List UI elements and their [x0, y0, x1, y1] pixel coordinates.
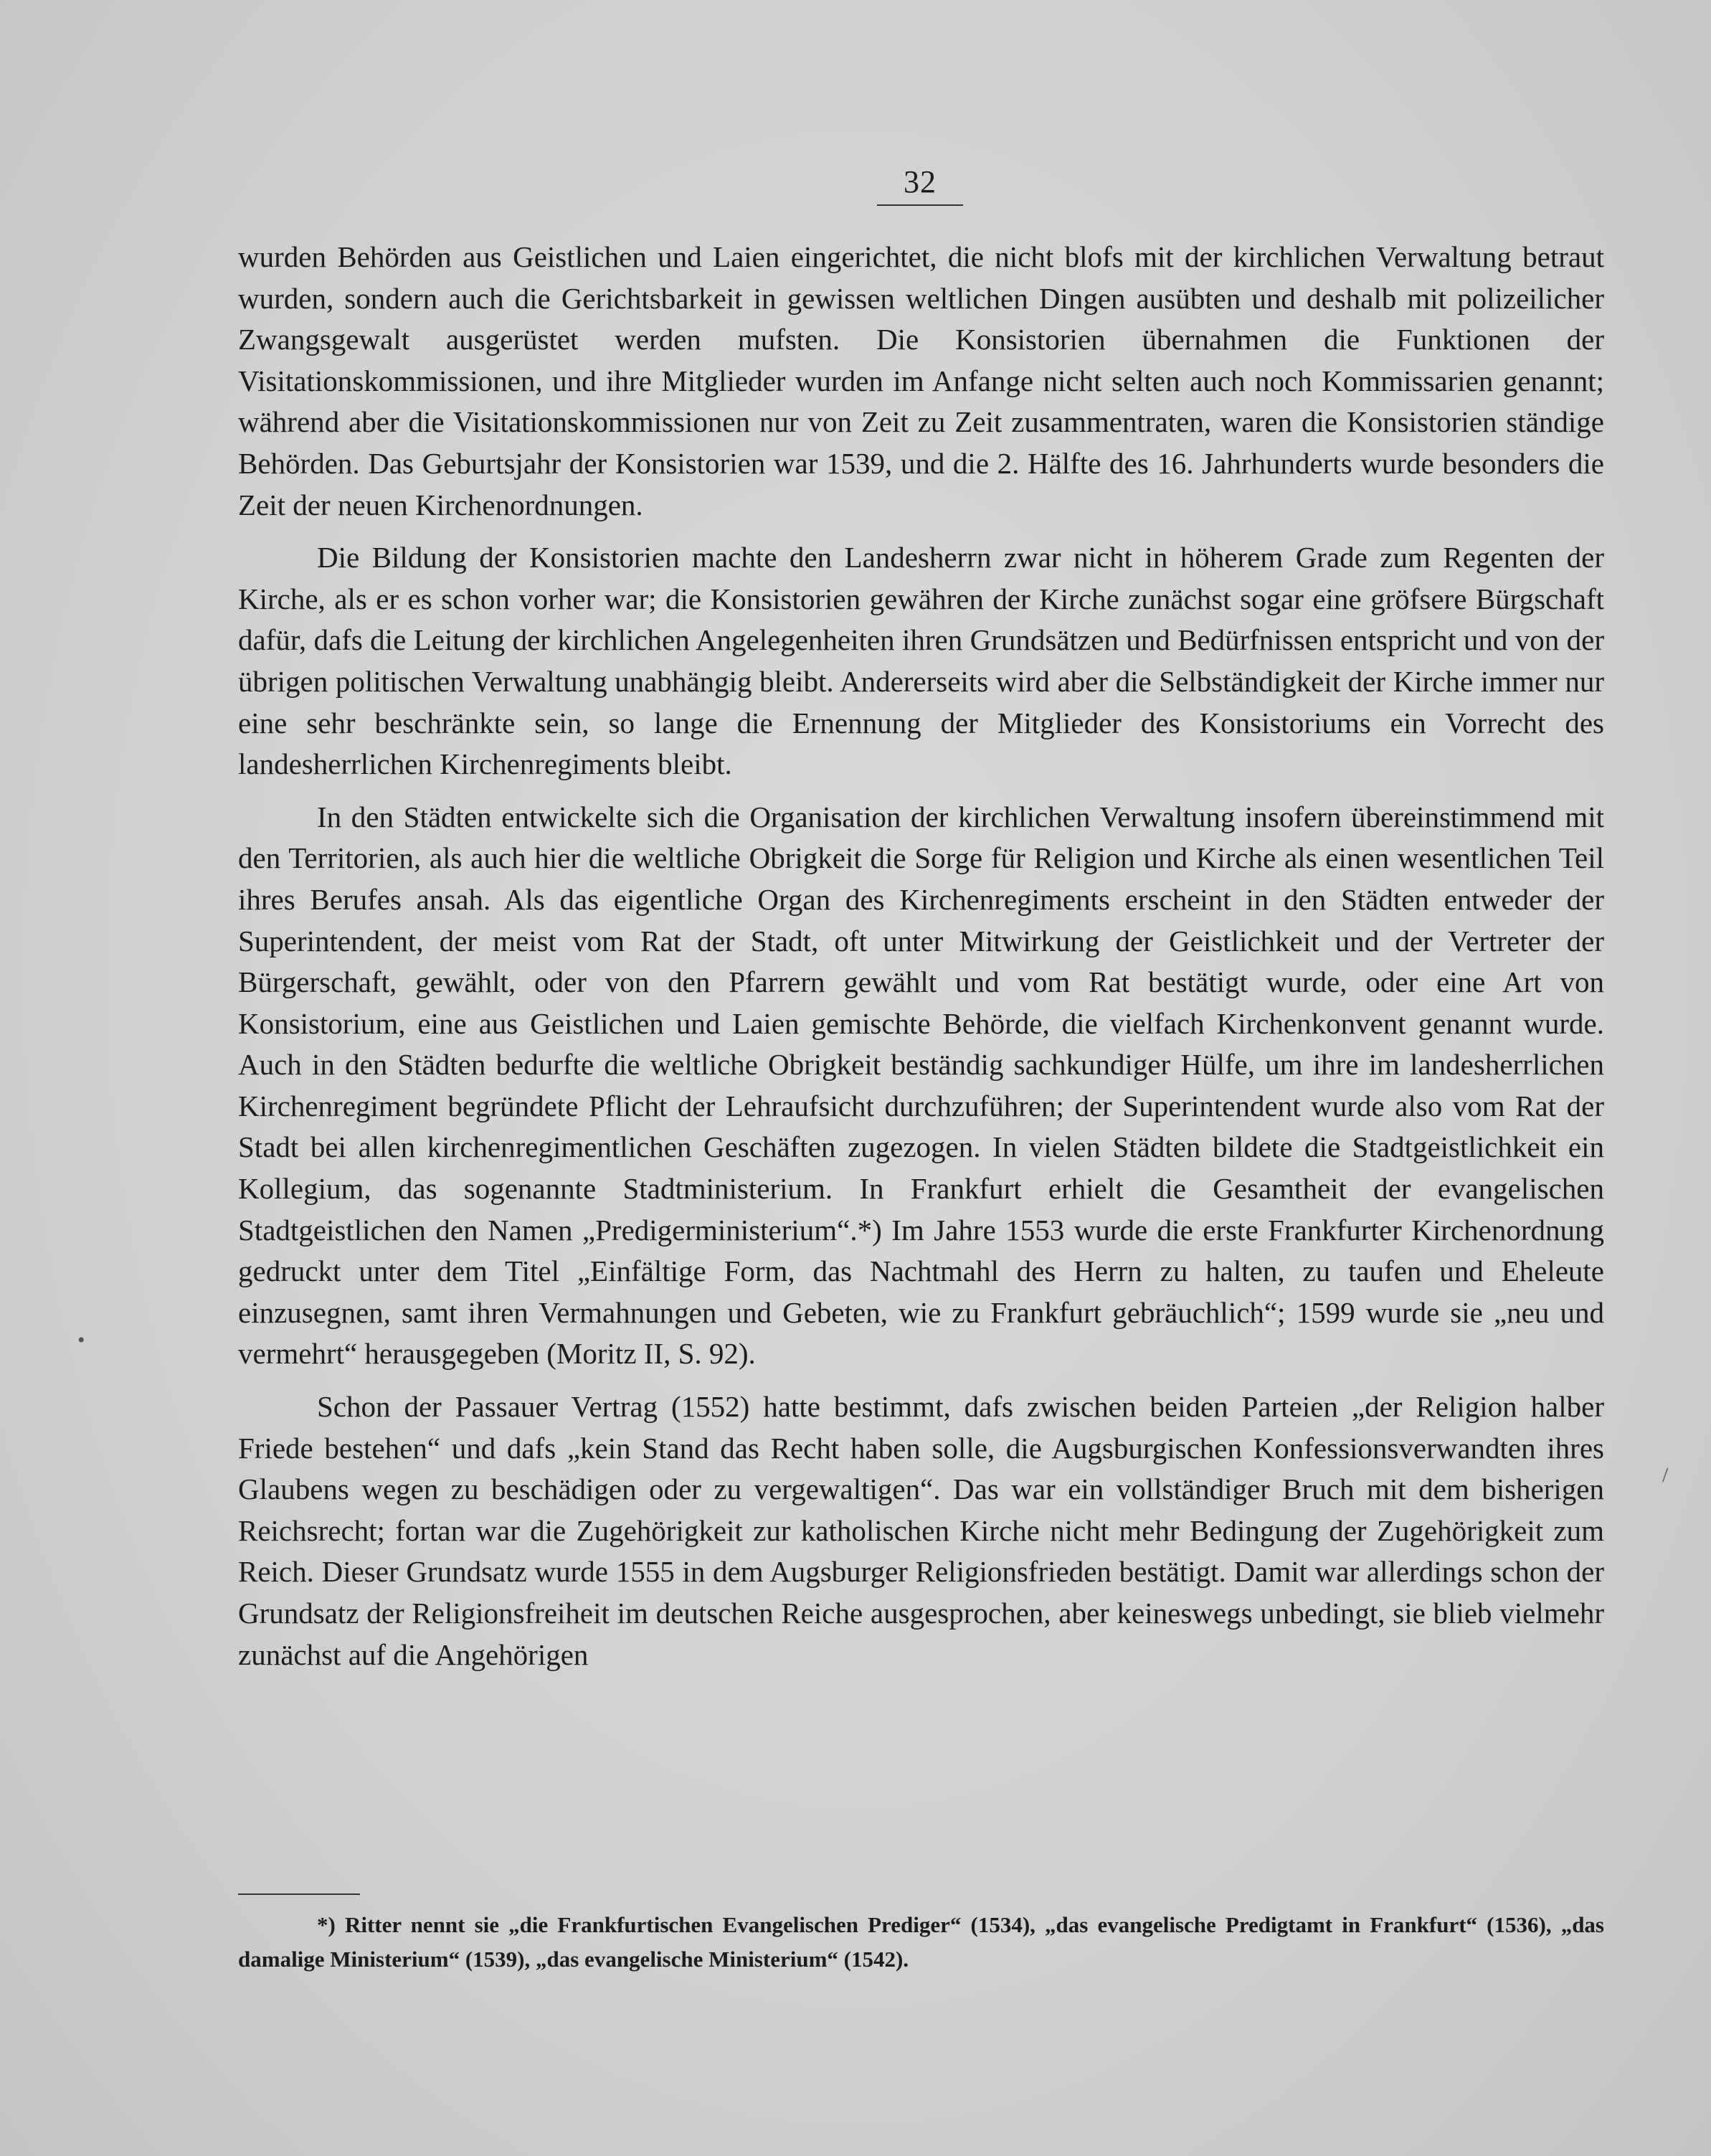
page-header	[873, 164, 967, 206]
page-number: 32	[904, 164, 937, 199]
footnote-rule	[238, 1893, 360, 1895]
body-text	[238, 237, 1604, 1687]
header-rule	[877, 204, 963, 206]
footnote: *) Ritter nennt sie „die Frankfurtischen Evangelischen Prediger“ (1534), „das evangelische Predigtamt in Frankfurt“ (1536), „das damalige Ministerium“ (1539), „das evangelische Ministerium“ (1542).	[238, 1912, 1604, 1972]
paragraph-3: In den Städten entwickelte sich die Organisation der kirchlichen Verwaltung insofern übereinstimmend mit den Territorien, als auch hier die weltliche Obrigkeit die Sorge für Religion und Kirche als einen wesentlichen Teil ihres Berufes ansah. Als das eigentliche Organ des Kirchenregiments erscheint in den Städten entweder der Superintendent, der meist vom Rat der Stadt, oft unter Mitwirkung der Geistlichkeit und der Vertreter der Bürgerschaft, gewählt, oder von den Pfarrern gewählt und vom Rat bestätigt wurde, oder eine Art von Konsistorium, eine aus Geistlichen und Laien gemischte Behörde, die vielfach Kirchenkonvent genannt wurde. Auch in den Städten bedurfte die weltliche Obrigkeit beständig sachkundiger Hülfe, um ihre im landesherrlichen Kirchenregiment begründete Pflicht der Lehraufsicht durchzuführen; der Superintendent wurde also vom Rat der Stadt bei allen kirchenregimentlichen Geschäften zugezogen. In vielen Städten bildete die Stadtgeistlichkeit ein Kollegium, das sogenannte Stadtministerium. In Frankfurt erhielt die Gesamtheit der evangelischen Stadtgeistlichen den Namen „Predigerministerium“.*) Im Jahre 1553 wurde die erste Frankfurter Kirchenordnung gedruckt unter dem Titel „Einfältige Form, das Nachtmahl des Herrn zu halten, zu taufen und Eheleute einzusegnen, samt ihren Vermahnungen und Gebeten, wie zu Frankfurt gebräuchlich“; 1599 wurde sie „neu und vermehrt“ herausgegeben (Moritz II, S. 92).	[238, 800, 1604, 1371]
paragraph-4: Schon der Passauer Vertrag (1552) hatte bestimmt, dafs zwischen beiden Parteien „der Religion halber Friede bestehen“ und dafs „kein Stand das Recht haben solle, die Augsburgischen Konfessionsverwandten ihres Glaubens wegen zu beschädigen oder zu vergewaltigen“. Das war ein vollständiger Bruch mit dem bisherigen Reichsrecht; fortan war die Zugehörigkeit zur katholischen Kirche nicht mehr Bedingung der Zugehörigkeit zum Reich. Dieser Grundsatz wurde 1555 in dem Augsburger Religionsfrieden bestätigt. Damit war allerdings schon der Grundsatz der Religionsfreiheit im deutschen Reiche ausgesprochen, aber keineswegs unbedingt, sie blieb vielmehr zunächst auf die Angehörigen	[238, 1390, 1604, 1671]
margin-stroke: /	[1662, 1463, 1669, 1487]
paragraph-2: Die Bildung der Konsistorien machte den Landesherrn zwar nicht in höherem Grade zum Regenten der Kirche, als er es schon vorher war; die Konsistorien gewähren der Kirche zunächst sogar eine gröfsere Bürgschaft dafür, dafs die Leitung der kirchlichen Angelegenheiten ihren Grundsätzen und Bedürfnissen entspricht und von der übrigen politischen Verwaltung unabhängig bleibt. Andererseits wird aber die Selbständigkeit der Kirche immer nur eine sehr beschränkte sein, so lange die Ernennung der Mitglieder des Konsistoriums ein Vorrecht des landesherrlichen Kirchenregiments bleibt.	[238, 541, 1604, 781]
paragraph-1: wurden Behörden aus Geistlichen und Laien eingerichtet, die nicht blofs mit der kirchlichen Verwaltung betraut wurden, sondern auch die Gerichtsbarkeit in gewissen weltlichen Dingen ausübten und deshalb mit polizeilicher Zwangsgewalt ausgerüstet werden mufsten. Die Konsistorien übernahmen die Funktionen der Visitationskommissionen, und ihre Mitglieder wurden im Anfange nicht selten auch noch Kommissarien genannt; während aber die Visitationskommissionen nur von Zeit zu Zeit zusammentraten, waren die Konsistorien ständige Behörden. Das Geburtsjahr der Konsistorien war 1539, und die 2. Hälfte des 16. Jahrhunderts wurde besonders die Zeit der neuen Kirchenordnungen.	[238, 240, 1604, 521]
margin-dot: •	[77, 1328, 85, 1352]
